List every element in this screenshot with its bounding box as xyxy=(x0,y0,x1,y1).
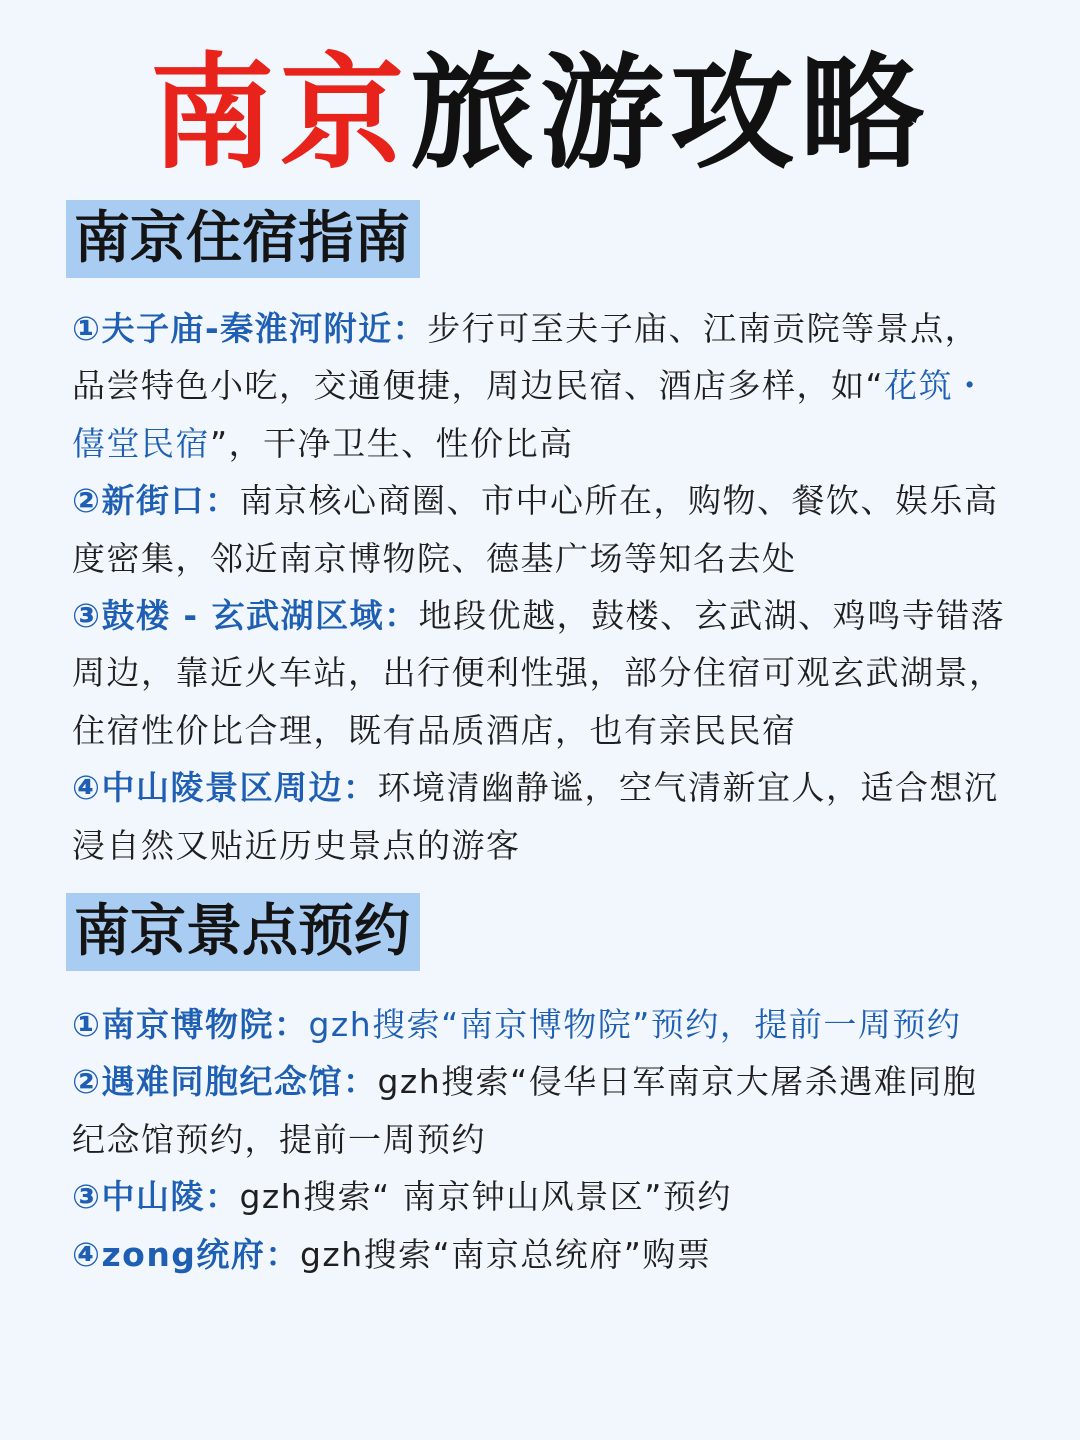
item-text: 地段优越，鼓楼、玄武湖、鸡鸣寺错落周边，靠近火车站，出行便利性强，部分住宿可观玄武湖景，住宿性价比合理，既有品质酒店，也有亲民民宿 xyxy=(72,596,1006,750)
reservation-item-museum xyxy=(72,996,1008,1053)
reservation-heading: 南京景点预约 xyxy=(66,893,420,971)
accommodation-item-zhongshanling xyxy=(72,759,1008,874)
item-text: 环境清幽静谧，空气清新宜人，适合想沉浸自然又贴近历史景点的游客 xyxy=(72,768,999,865)
title-black-part: 旅游攻略 xyxy=(410,42,931,186)
item-highlight: gzh搜索“南京博物院”预约，提前一周预约 xyxy=(308,1005,962,1044)
reservation-item-zhongshanling xyxy=(72,1168,1008,1225)
page-title xyxy=(0,44,1080,184)
item-text: 南京核心商圈、市中心所在，购物、餐饮、娱乐高度密集，邻近南京博物院、德基广场等知名去处 xyxy=(72,481,999,578)
reservation-item-memorial xyxy=(72,1053,1008,1168)
reservation-item-presidential-palace xyxy=(72,1226,1008,1283)
item-highlight: 花筑・僖堂民宿 xyxy=(72,366,988,463)
item-key: ③鼓楼 - 玄武湖区域： xyxy=(72,596,419,636)
item-key: ④中山陵景区周边： xyxy=(72,768,378,808)
accommodation-list xyxy=(72,300,1008,874)
accommodation-item-gulou xyxy=(72,587,1008,759)
reservation-list xyxy=(72,996,1008,1283)
item-key: ①夫子庙-秦淮河附近： xyxy=(72,309,428,348)
title-red-part: 南京 xyxy=(149,42,410,186)
item-text: gzh搜索“ 南京钟山风景区”预约 xyxy=(239,1177,732,1217)
accommodation-item-xinjiekou xyxy=(72,472,1008,587)
item-key: ③中山陵： xyxy=(72,1177,240,1217)
item-key: ②遇难同胞纪念馆： xyxy=(72,1062,378,1102)
item-text: 步行可至夫子庙、江南贡院等景点，品尝特色小吃，交通便捷，周边民宿、酒店多样，如“ xyxy=(72,309,980,406)
item-key: ①南京博物院： xyxy=(72,1005,309,1044)
item-text: gzh搜索“侵华日军南京大屠杀遇难同胞纪念馆预约，提前一周预约 xyxy=(72,1062,978,1159)
accommodation-item-fuzimiao xyxy=(72,300,1008,472)
item-text: gzh搜索“南京总统府”购票 xyxy=(299,1234,712,1274)
item-key: ④zong统府： xyxy=(72,1234,300,1274)
item-text: ”，干净卫生、性价比高 xyxy=(210,423,574,463)
item-key: ②新街口： xyxy=(72,481,240,521)
accommodation-heading: 南京住宿指南 xyxy=(66,200,420,278)
